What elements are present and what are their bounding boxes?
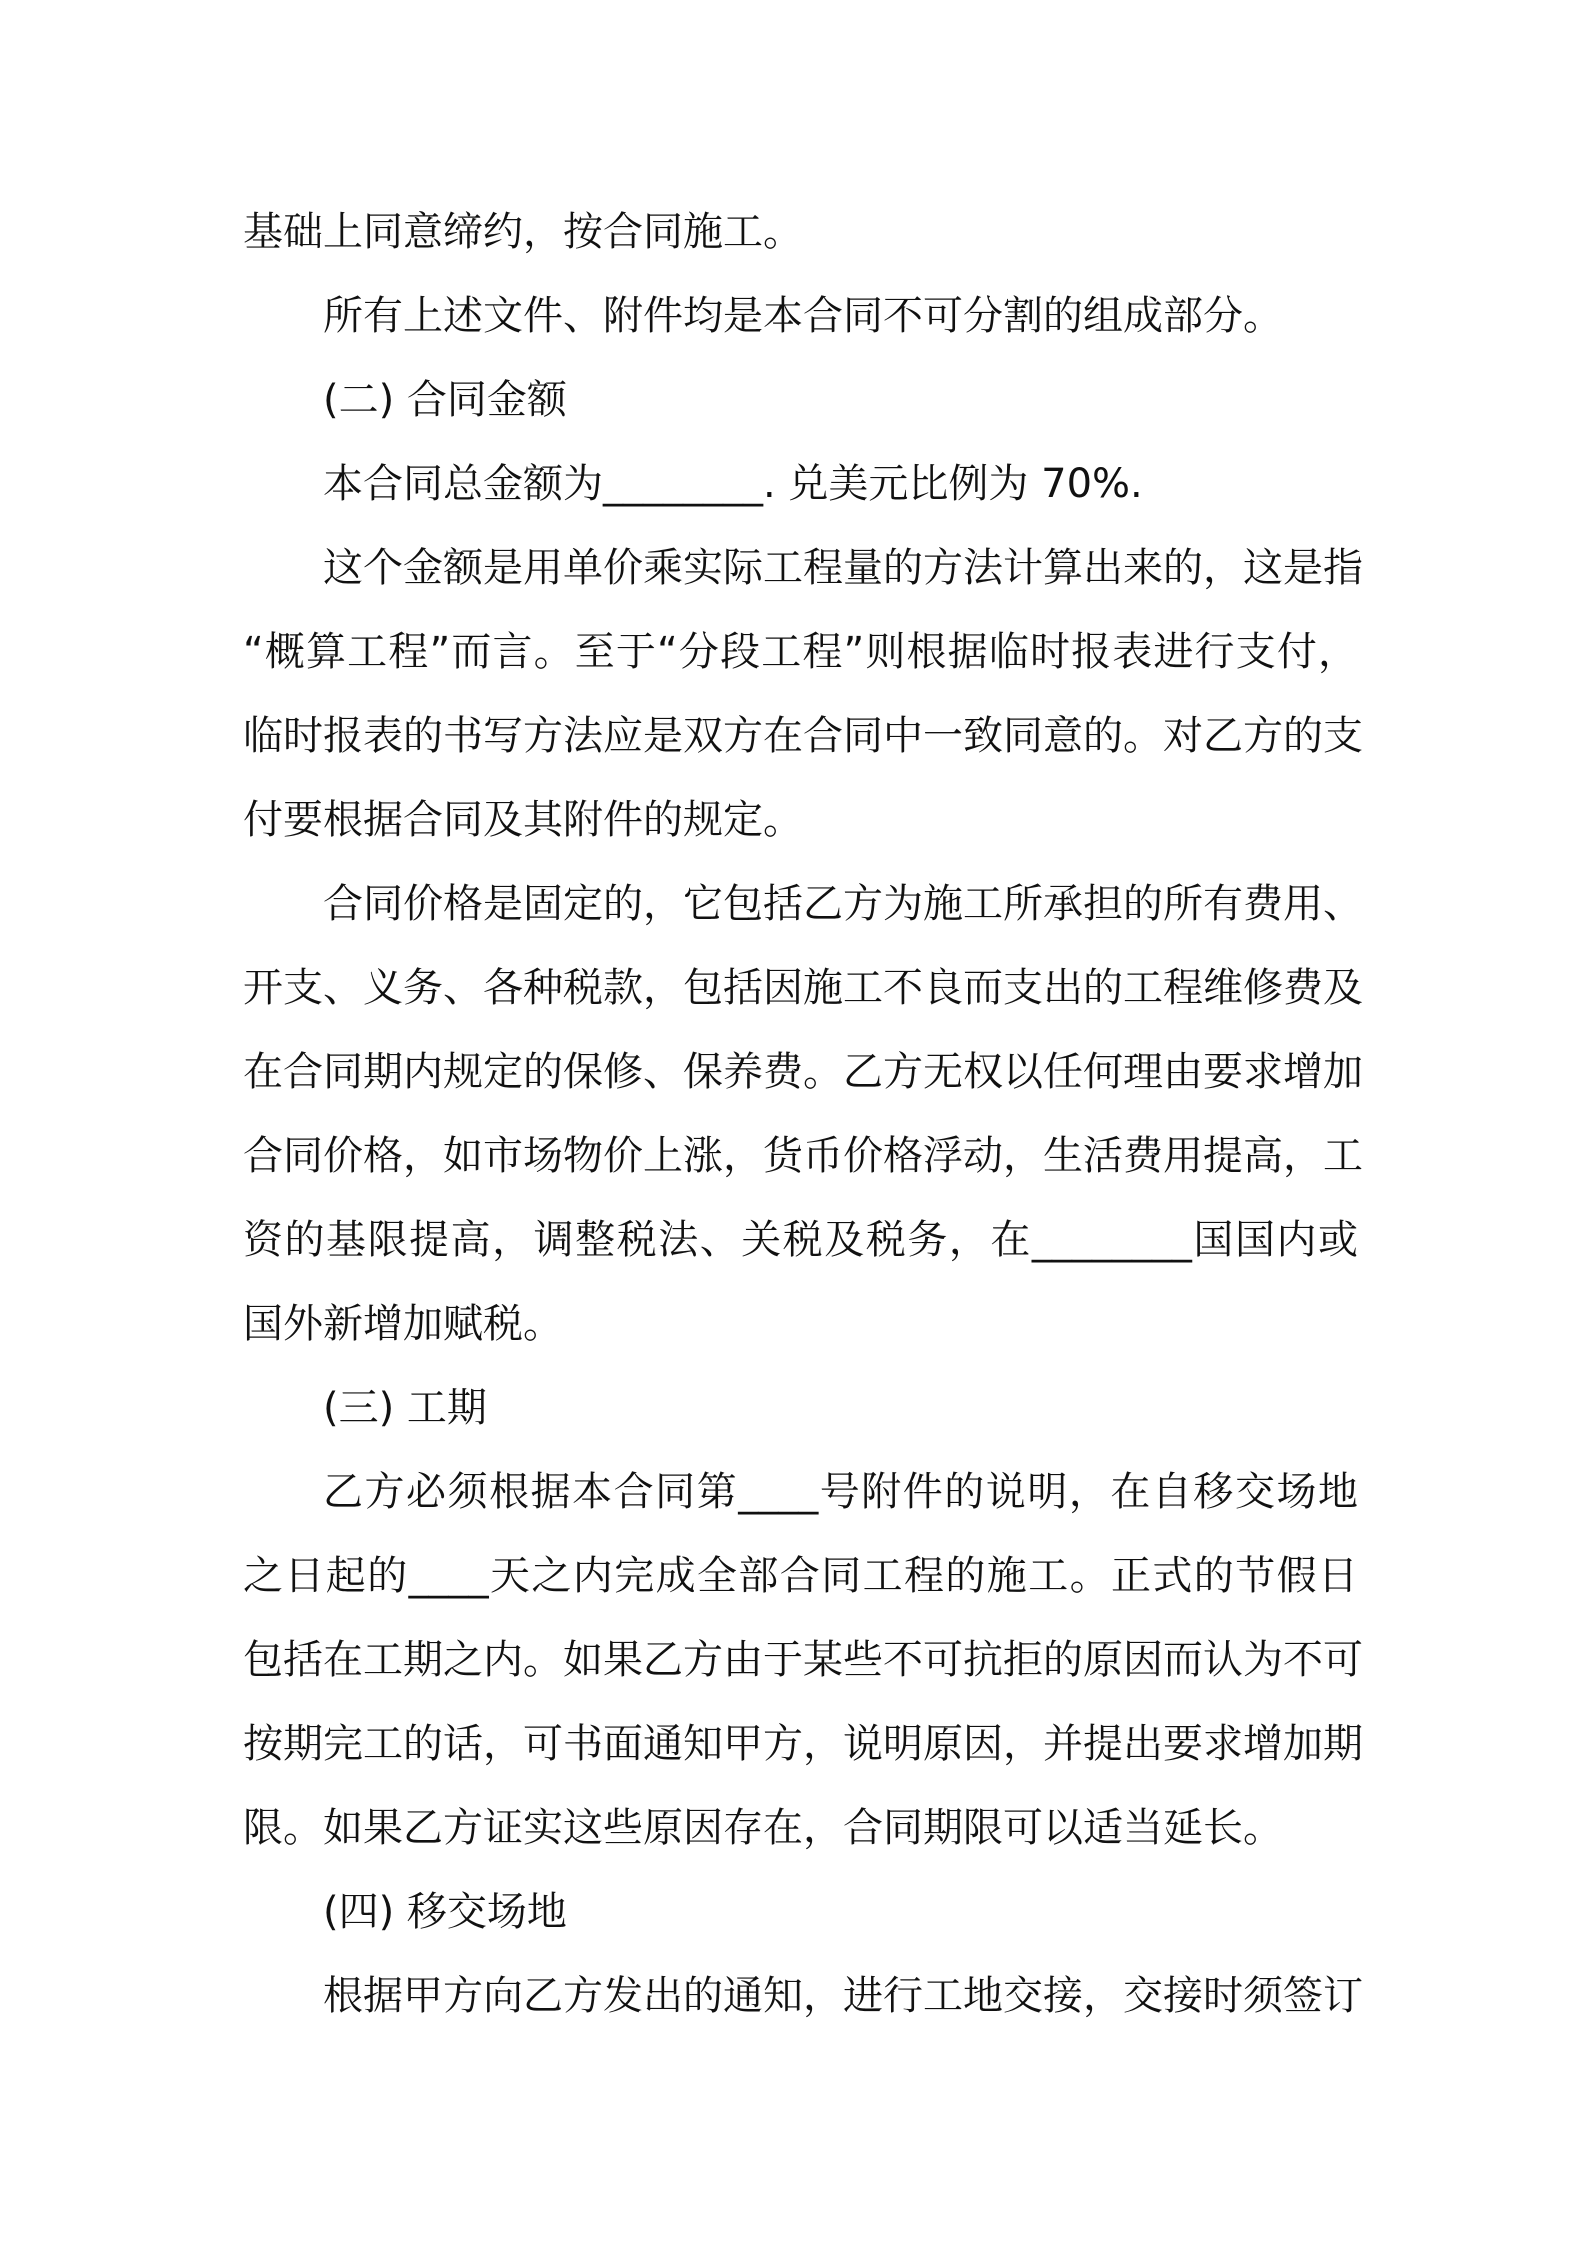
paragraph-total-amount — [243, 442, 1358, 526]
paragraph-attachments — [243, 274, 1358, 358]
paragraph-fixed-price — [243, 862, 1363, 1366]
text-line: 限。如果乙方证实这些原因存在，合同期限可以适当延长。 — [243, 1805, 1283, 1851]
text-line: “概算工程”而言。至于“分段工程”则根据临时报表进行支付， — [243, 629, 1358, 675]
paragraph-construction-period — [243, 1450, 1363, 1870]
text-line: 所有上述文件、附件均是本合同不可分割的组成部分。 — [323, 293, 1283, 339]
section-heading-site-handover: (四) 移交场地 — [323, 1889, 567, 1935]
text-line: 合同价格，如市场物价上涨，货币价格浮动，生活费用提高，工 — [243, 1133, 1363, 1179]
section-heading-construction-period: (三) 工期 — [323, 1385, 487, 1431]
text-line: 国外新增加赋税。 — [243, 1301, 563, 1347]
text-line: 乙方必须根据本合同第____号附件的说明，在自移交场地 — [323, 1469, 1358, 1515]
text-line: 资的基限提高，调整税法、关税及税务，在________国国内或 — [243, 1217, 1358, 1263]
document-body — [243, 190, 1363, 2038]
text-line: 在合同期内规定的保修、保养费。乙方无权以任何理由要求增加 — [243, 1049, 1363, 1095]
text-line: 之日起的____天之内完成全部合同工程的施工。正式的节假日 — [243, 1553, 1358, 1599]
paragraph-continuation — [243, 190, 1358, 274]
text-line: 按期完工的话，可书面通知甲方，说明原因，并提出要求增加期 — [243, 1721, 1363, 1767]
paragraph-calculation — [243, 526, 1363, 862]
text-line: 本合同总金额为________. 兑美元比例为 70%. — [323, 461, 1143, 507]
text-line: 开支、义务、各种税款，包括因施工不良而支出的工程维修费及 — [243, 965, 1363, 1011]
text-line: 根据甲方向乙方发出的通知，进行工地交接，交接时须签订 — [323, 1973, 1363, 2019]
text-line: 临时报表的书写方法应是双方在合同中一致同意的。对乙方的支 — [243, 713, 1363, 759]
text-line: 这个金额是用单价乘实际工程量的方法计算出来的，这是指 — [323, 545, 1363, 591]
section-heading-contract-amount: (二) 合同金额 — [323, 377, 567, 423]
text-line: 包括在工期之内。如果乙方由于某些不可抗拒的原因而认为不可 — [243, 1637, 1363, 1683]
text-line: 基础上同意缔约，按合同施工。 — [243, 209, 803, 255]
text-line: 付要根据合同及其附件的规定。 — [243, 797, 803, 843]
paragraph-site-handover — [243, 1954, 1363, 2038]
text-line: 合同价格是固定的，它包括乙方为施工所承担的所有费用、 — [323, 881, 1363, 927]
